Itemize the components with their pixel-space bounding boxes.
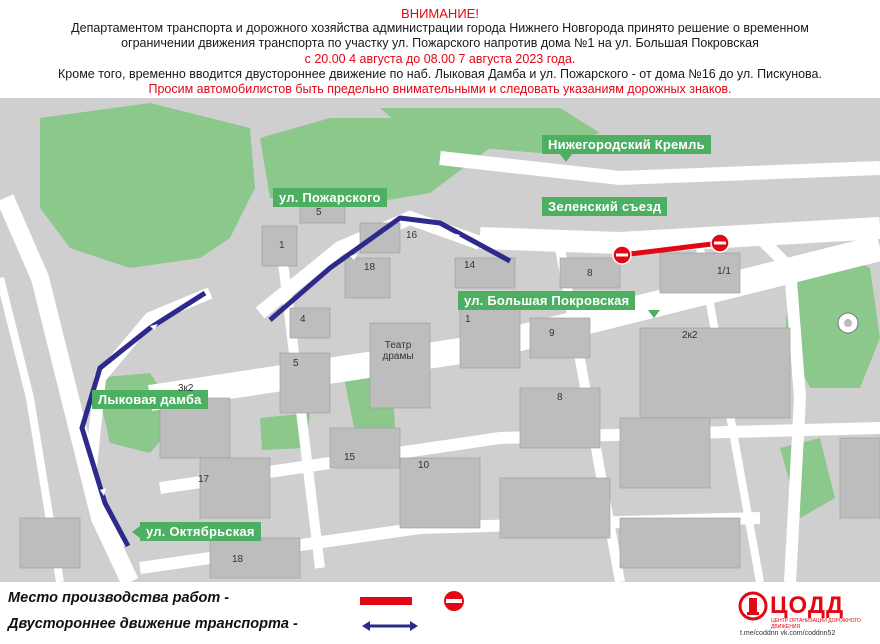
building-number: 15: [344, 452, 356, 463]
label-pozharskogo: ул. Пожарского: [273, 188, 387, 207]
building-number: 2к2: [682, 330, 698, 341]
no-entry-sign-left: [613, 246, 631, 264]
building-number: 5: [293, 358, 299, 369]
label-pokrovskaya: ул. Большая Покровская: [458, 291, 635, 310]
notice-line-3: Кроме того, временно вводится двустороннее движение по наб. Лыковая Дамба и ул. Пожарского - от дома №16 до ул. Пискунова.: [58, 66, 822, 81]
label-kremlin: Нижегородский Кремль: [542, 135, 711, 154]
city-map: [0, 98, 880, 582]
logo-subtitle: ЦЕНТР ОРГАНИЗАЦИИ ДОРОЖНОГО ДВИЖЕНИЯ: [771, 618, 861, 630]
logo-links: t.me/coddnn vk.com/coddnn52: [740, 630, 836, 637]
legend-works: Место производства работ -: [8, 590, 230, 606]
building-number: 10: [418, 460, 430, 471]
building-number: 8: [587, 268, 593, 279]
label-zelensky: Зеленский съезд: [542, 197, 667, 216]
building-number: 18: [364, 262, 376, 273]
building-number: 1: [279, 240, 285, 251]
legend-twoway-arrow: [360, 616, 420, 636]
logo-name: ЦОДД: [770, 592, 845, 619]
building-number: 17: [198, 474, 210, 485]
notice-dates: с 20.00 4 августа до 08.00 7 августа 2023 года.: [304, 51, 576, 66]
codd-emblem-icon: [738, 590, 768, 624]
building-number: 14: [464, 260, 476, 271]
notice-warning: Просим автомобилистов быть предельно внимательными и следовать указаниям дорожных знаков.: [148, 82, 732, 97]
building-number: 1/1: [717, 266, 731, 277]
codd-logo: [732, 590, 872, 638]
notice-line-2: ограничении движения транспорта по участку ул. Пожарского напротив дома №1 на ул. Большая Покровская: [121, 36, 759, 51]
building-number: 5: [316, 207, 322, 218]
building-number: 16: [406, 230, 418, 241]
no-entry-sign-right: [711, 234, 729, 252]
building-number: 9: [549, 328, 555, 339]
building-number: 4: [300, 314, 306, 325]
notice-text: [0, 6, 880, 97]
legend-twoway: Двустороннее движение транспорта -: [8, 616, 298, 632]
building-number: 1: [465, 314, 471, 325]
label-lykovaya: Лыковая дамба: [92, 390, 208, 409]
building-number: 8: [557, 392, 563, 403]
building-number: 18: [232, 554, 244, 565]
notice-line-1: Департаментом транспорта и дорожного хозяйства администрации города Нижнего Новгорода принято решение о временном: [71, 21, 809, 36]
legend-closure-swatch: [360, 590, 470, 612]
notice-heading: ВНИМАНИЕ!: [401, 6, 479, 21]
theatre-label: Театр драмы: [382, 340, 414, 362]
road-zelensky: [480, 228, 880, 243]
building-number: 3к2: [178, 383, 194, 394]
label-oktyabrskaya: ул. Октябрьская: [140, 522, 261, 541]
